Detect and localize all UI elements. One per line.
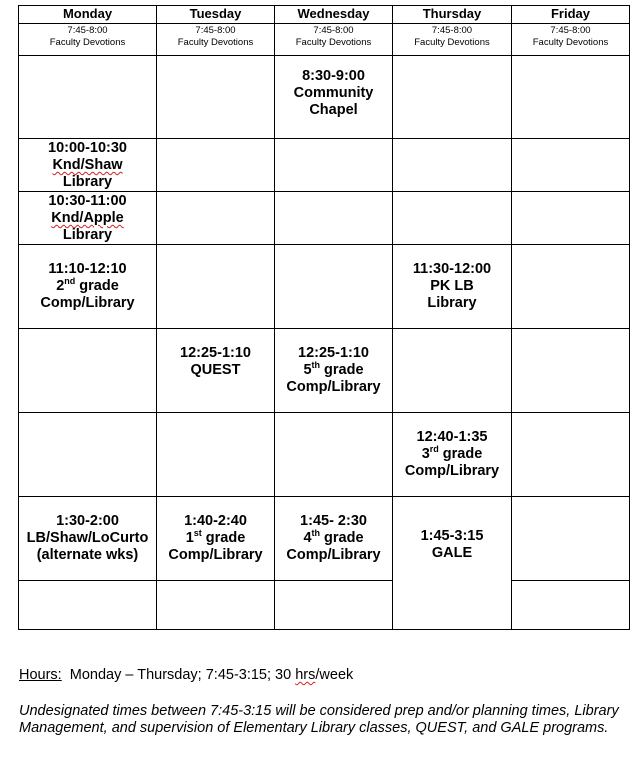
entry-time: 1:45- 2:30 bbox=[300, 513, 367, 529]
entry-line: LB/Shaw/LoCurto bbox=[26, 530, 149, 546]
hours-text-hrs: hrs bbox=[295, 667, 316, 683]
empty-cell bbox=[512, 581, 630, 630]
devotions-row bbox=[19, 24, 630, 56]
entry-time: 12:25-1:10 bbox=[180, 345, 251, 361]
entry-pk-lb-library bbox=[393, 245, 512, 329]
entry-grade bbox=[275, 530, 392, 547]
hours-line bbox=[19, 667, 634, 684]
schedule-row-chapel bbox=[19, 56, 630, 139]
empty-cell bbox=[393, 192, 512, 245]
empty-cell bbox=[157, 56, 275, 139]
entry-3rd-grade bbox=[393, 413, 512, 497]
entry-line: Comp/Library bbox=[168, 547, 263, 563]
schedule-row-1240 bbox=[19, 413, 630, 497]
empty-cell bbox=[275, 581, 393, 630]
entry-line-text: Knd/Apple bbox=[51, 210, 124, 226]
empty-cell bbox=[393, 56, 512, 139]
entry-2nd-grade bbox=[19, 245, 157, 329]
entry-line: Comp/Library bbox=[286, 547, 381, 563]
day-header-friday: Friday bbox=[512, 6, 630, 24]
entry-line: Comp/Library bbox=[40, 295, 135, 311]
entry-gale bbox=[393, 497, 512, 630]
empty-cell bbox=[19, 581, 157, 630]
entry-quest bbox=[157, 329, 275, 413]
entry-lb-shaw-locurto bbox=[19, 497, 157, 581]
day-header-thursday: Thursday bbox=[393, 6, 512, 24]
devotions-cell-tuesday bbox=[157, 24, 275, 56]
empty-cell bbox=[512, 56, 630, 139]
devotions-label: Faculty Devotions bbox=[414, 37, 490, 48]
weekly-schedule-table bbox=[18, 5, 630, 630]
empty-cell bbox=[512, 413, 630, 497]
entry-community-chapel bbox=[275, 56, 393, 139]
grade-suffix: th bbox=[311, 528, 321, 539]
entry-time: 8:30-9:00 bbox=[302, 68, 365, 84]
grade-num: 2 bbox=[56, 278, 65, 294]
devotions-time: 7:45-8:00 bbox=[313, 25, 354, 36]
grade-word: grade bbox=[201, 530, 246, 546]
schedule-notes bbox=[19, 667, 634, 737]
entry-time: 12:40-1:35 bbox=[416, 429, 488, 445]
entry-5th-grade bbox=[275, 329, 393, 413]
grade-suffix: nd bbox=[64, 276, 76, 287]
entry-time: 10:30-11:00 bbox=[48, 193, 127, 209]
grade-num: 1 bbox=[185, 530, 194, 546]
grade-suffix: rd bbox=[429, 444, 439, 455]
devotions-time: 7:45-8:00 bbox=[550, 25, 591, 36]
hours-label: Hours: bbox=[19, 667, 62, 683]
devotions-cell-monday bbox=[19, 24, 157, 56]
empty-cell bbox=[275, 139, 393, 192]
day-header-monday: Monday bbox=[19, 6, 157, 24]
empty-cell bbox=[19, 413, 157, 497]
entry-knd-shaw bbox=[19, 139, 157, 192]
entry-time: 12:25-1:10 bbox=[298, 345, 369, 361]
devotions-time: 7:45-8:00 bbox=[431, 25, 473, 36]
undesignated-note: Undesignated times between 7:45-3:15 will be considered prep and/or planning times, Library Management, and supervision of Elementary Library classes, QUEST, and GALE programs. bbox=[19, 703, 619, 736]
empty-cell bbox=[275, 413, 393, 497]
devotions-cell-friday bbox=[512, 24, 630, 56]
entry-4th-grade bbox=[275, 497, 393, 581]
entry-line: Chapel bbox=[309, 102, 358, 118]
schedule-row-last bbox=[19, 581, 630, 630]
hours-text-week: /week bbox=[315, 667, 354, 683]
empty-cell bbox=[512, 139, 630, 192]
empty-cell bbox=[157, 139, 275, 192]
empty-cell bbox=[512, 497, 630, 581]
entry-grade bbox=[275, 362, 392, 379]
grade-num: 5 bbox=[303, 362, 312, 378]
entry-line: QUEST bbox=[190, 362, 241, 378]
grade-num: 3 bbox=[421, 446, 430, 462]
entry-line: Library bbox=[427, 295, 477, 311]
schedule-row-1110 bbox=[19, 245, 630, 329]
empty-cell bbox=[393, 329, 512, 413]
hours-text: Monday – Thursday; 7:45-3:15; 30 bbox=[61, 667, 296, 683]
empty-cell bbox=[512, 245, 630, 329]
day-header-row bbox=[19, 6, 630, 24]
entry-line: Library bbox=[62, 227, 113, 243]
entry-time: 1:45-3:15 bbox=[420, 528, 484, 544]
entry-time: 11:10-12:10 bbox=[48, 261, 127, 277]
grade-suffix: th bbox=[311, 360, 321, 371]
empty-cell bbox=[157, 413, 275, 497]
schedule-row-knd-shaw bbox=[19, 139, 630, 192]
devotions-label: Faculty Devotions bbox=[295, 37, 372, 48]
grade-word: grade bbox=[320, 530, 364, 546]
entry-line bbox=[19, 157, 156, 174]
entry-grade bbox=[19, 278, 156, 295]
empty-cell bbox=[512, 192, 630, 245]
empty-cell bbox=[512, 329, 630, 413]
empty-cell bbox=[393, 139, 512, 192]
devotions-label: Faculty Devotions bbox=[49, 37, 126, 48]
grade-num: 4 bbox=[303, 530, 312, 546]
entry-line: GALE bbox=[431, 545, 473, 561]
entry-grade bbox=[393, 446, 511, 463]
schedule-row-knd-apple bbox=[19, 192, 630, 245]
empty-cell bbox=[157, 192, 275, 245]
entry-line: Library bbox=[62, 174, 113, 190]
empty-cell bbox=[19, 56, 157, 139]
empty-cell bbox=[275, 245, 393, 329]
devotions-label: Faculty Devotions bbox=[532, 37, 609, 48]
grade-word: grade bbox=[320, 362, 364, 378]
entry-time: 10:00-10:30 bbox=[48, 140, 127, 156]
entry-line: Comp/Library bbox=[404, 463, 500, 479]
entry-time: 11:30-12:00 bbox=[412, 261, 492, 277]
empty-cell bbox=[275, 192, 393, 245]
entry-line-text: Knd/Shaw bbox=[52, 157, 123, 173]
devotions-time: 7:45-8:00 bbox=[195, 25, 236, 36]
entry-line: PK LB bbox=[430, 278, 474, 294]
grade-word: grade bbox=[438, 446, 483, 462]
entry-grade bbox=[157, 530, 274, 547]
schedule-row-130 bbox=[19, 497, 630, 581]
devotions-cell-thursday bbox=[393, 24, 512, 56]
empty-cell bbox=[157, 245, 275, 329]
entry-line: Comp/Library bbox=[286, 379, 381, 395]
day-header-wednesday: Wednesday bbox=[275, 6, 393, 24]
entry-time: 1:40-2:40 bbox=[184, 513, 247, 529]
devotions-cell-wednesday bbox=[275, 24, 393, 56]
grade-suffix: st bbox=[193, 528, 202, 539]
entry-knd-apple bbox=[19, 192, 157, 245]
entry-line bbox=[19, 210, 156, 227]
empty-cell bbox=[19, 329, 157, 413]
entry-time: 1:30-2:00 bbox=[56, 513, 119, 529]
day-header-tuesday: Tuesday bbox=[157, 6, 275, 24]
devotions-time: 7:45-8:00 bbox=[67, 25, 108, 36]
entry-line: (alternate wks) bbox=[36, 547, 139, 563]
schedule-row-1225 bbox=[19, 329, 630, 413]
entry-line: Community bbox=[293, 85, 374, 101]
devotions-label: Faculty Devotions bbox=[177, 37, 254, 48]
grade-word: grade bbox=[75, 278, 119, 294]
empty-cell bbox=[157, 581, 275, 630]
entry-1st-grade bbox=[157, 497, 275, 581]
